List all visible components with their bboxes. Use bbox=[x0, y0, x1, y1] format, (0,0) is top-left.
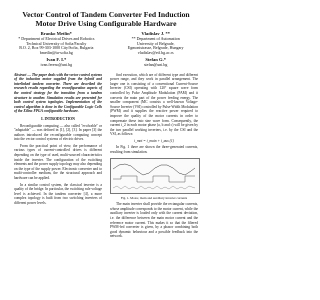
paragraph: From the practical point of view, the performance of various types of current-controlled drives is different depending on the type of used, multi-sourced characteristics inside the inverter. The configuration of the switching elements and the power supply topology may also depending on the type of the supply power. Electronic converter and to multi-controller medium, the the structural approach and hardware can be applied. bbox=[14, 143, 102, 181]
author-email: ivan.ferenc@uni.bg bbox=[40, 61, 73, 67]
author-email: bmetlin@tu-sofia.bg bbox=[39, 50, 73, 56]
author-block-bottom bbox=[14, 58, 198, 68]
section-heading: I. INTRODUCTION bbox=[41, 116, 75, 121]
author-3 bbox=[14, 58, 99, 68]
author-4 bbox=[113, 58, 198, 68]
paper-title: Vector Control of Tandem Converter Fed Induction Motor Drive Using Configurable Hardware bbox=[22, 10, 190, 28]
abstract: Abstract — The paper deals with the vector control systems of the induction motor supplied from the hybrid and interlinked tandem converter. There are described the research results regarding the reconfiguration aspects of the control strategy for the transition from a tandem structure to another. Simulation results are presented for both control system topologies. Implementation of the control algorithm is done in the Configurable Logic Cells of the Xilinx FPGA configurable hardware. bbox=[14, 72, 102, 114]
author-name: Branko Metlin* bbox=[40, 31, 72, 36]
author-2 bbox=[113, 32, 198, 56]
author-affiliation: University of Belgrade, bbox=[136, 40, 175, 46]
figure-caption: Fig. 1. Motor, main and auxiliary inverter currents bbox=[120, 195, 188, 200]
author-name: Vladislav J. ** bbox=[141, 31, 171, 36]
paragraph: find execution, which are of different type and different power range, and they work in parallel arrangement. The larger one is consisting of a conventional Current-Source Inverter (CSI) operating with 120° square wave form controlled by Pulse Amplitude Modulation (PAM) and it converts the main part of the power feeding energy. The smaller component (MC consists a well-known Voltage-Source Inverter (VSI) controlled by Pulse-Width Modulation (PWM) and it supplies the reactive power required to improve the quality of the motor currents in order to compensate these into sine wave form. Consequently, the current i_2 in each motor phase (a, b and c) will be given by the two parallel working inverters, i.e. by the CSI and the VSI, as follows: bbox=[110, 72, 198, 137]
main-inverter-trace bbox=[113, 176, 195, 182]
author-email: vladislav@etf.bg.ac.rs bbox=[137, 50, 174, 56]
author-name: Stefan G.* bbox=[145, 56, 167, 62]
author-affiliation: ** Department of Automation bbox=[131, 35, 180, 41]
author-block-top bbox=[14, 32, 198, 56]
author-email: stefan@uni.bg bbox=[144, 61, 168, 67]
paragraph: In a similar control system, the classical inverter is a quality of the bridge. In particular, the switching rule voltage level is achieved. In the tandem converter [4], a more complex topology is built from two switching inverters of different power levels. bbox=[14, 182, 102, 206]
author-name: Ivan F. I.* bbox=[46, 56, 67, 62]
paragraph: The main inverter shall provide the rectangular currents, whose amplitude corresponds to the motor current, while the auxiliary inverter is loaded only with the current deviation, i.e. the difference between the main motor current and the reference motor current. This makes it so that the filtered PWM-fed converter is given, by a phasor combining both good dynamic behaviour and a possible feedback into the network. bbox=[110, 202, 198, 239]
author-affiliation: * Department of Electrical Drives and Robotics bbox=[18, 35, 95, 41]
equation: i_mot = i_main + i_aux (1) bbox=[134, 138, 174, 143]
paragraph: In Fig. 1 there are shown the three-generated currents, resulting from simulation. bbox=[110, 145, 198, 155]
author-affiliation: Technical University of Sofia/Faculty bbox=[26, 40, 87, 46]
figure-1 bbox=[110, 158, 200, 194]
author-1 bbox=[14, 32, 99, 56]
left-column bbox=[14, 73, 102, 241]
right-column bbox=[110, 73, 198, 241]
motor-current-trace bbox=[113, 164, 195, 175]
two-column-body bbox=[14, 73, 198, 241]
author-affiliation: Egmontstrasse, Belgrade, Hungary bbox=[127, 45, 184, 51]
author-affiliation: B.O. 2, Box 99-303-1000 City/Sofia, Bulgaria bbox=[19, 45, 94, 51]
current-waveforms-figure bbox=[111, 159, 197, 192]
paragraph: Reconfigurable computing — also called "evolvable" or "adaptable" — was defined in [1], [2], [3]. In paper [3] the authors introduced the reconfigurable computing concept into the vector control systems of electric drives. bbox=[14, 123, 102, 142]
aux-inverter-trace bbox=[113, 186, 195, 189]
